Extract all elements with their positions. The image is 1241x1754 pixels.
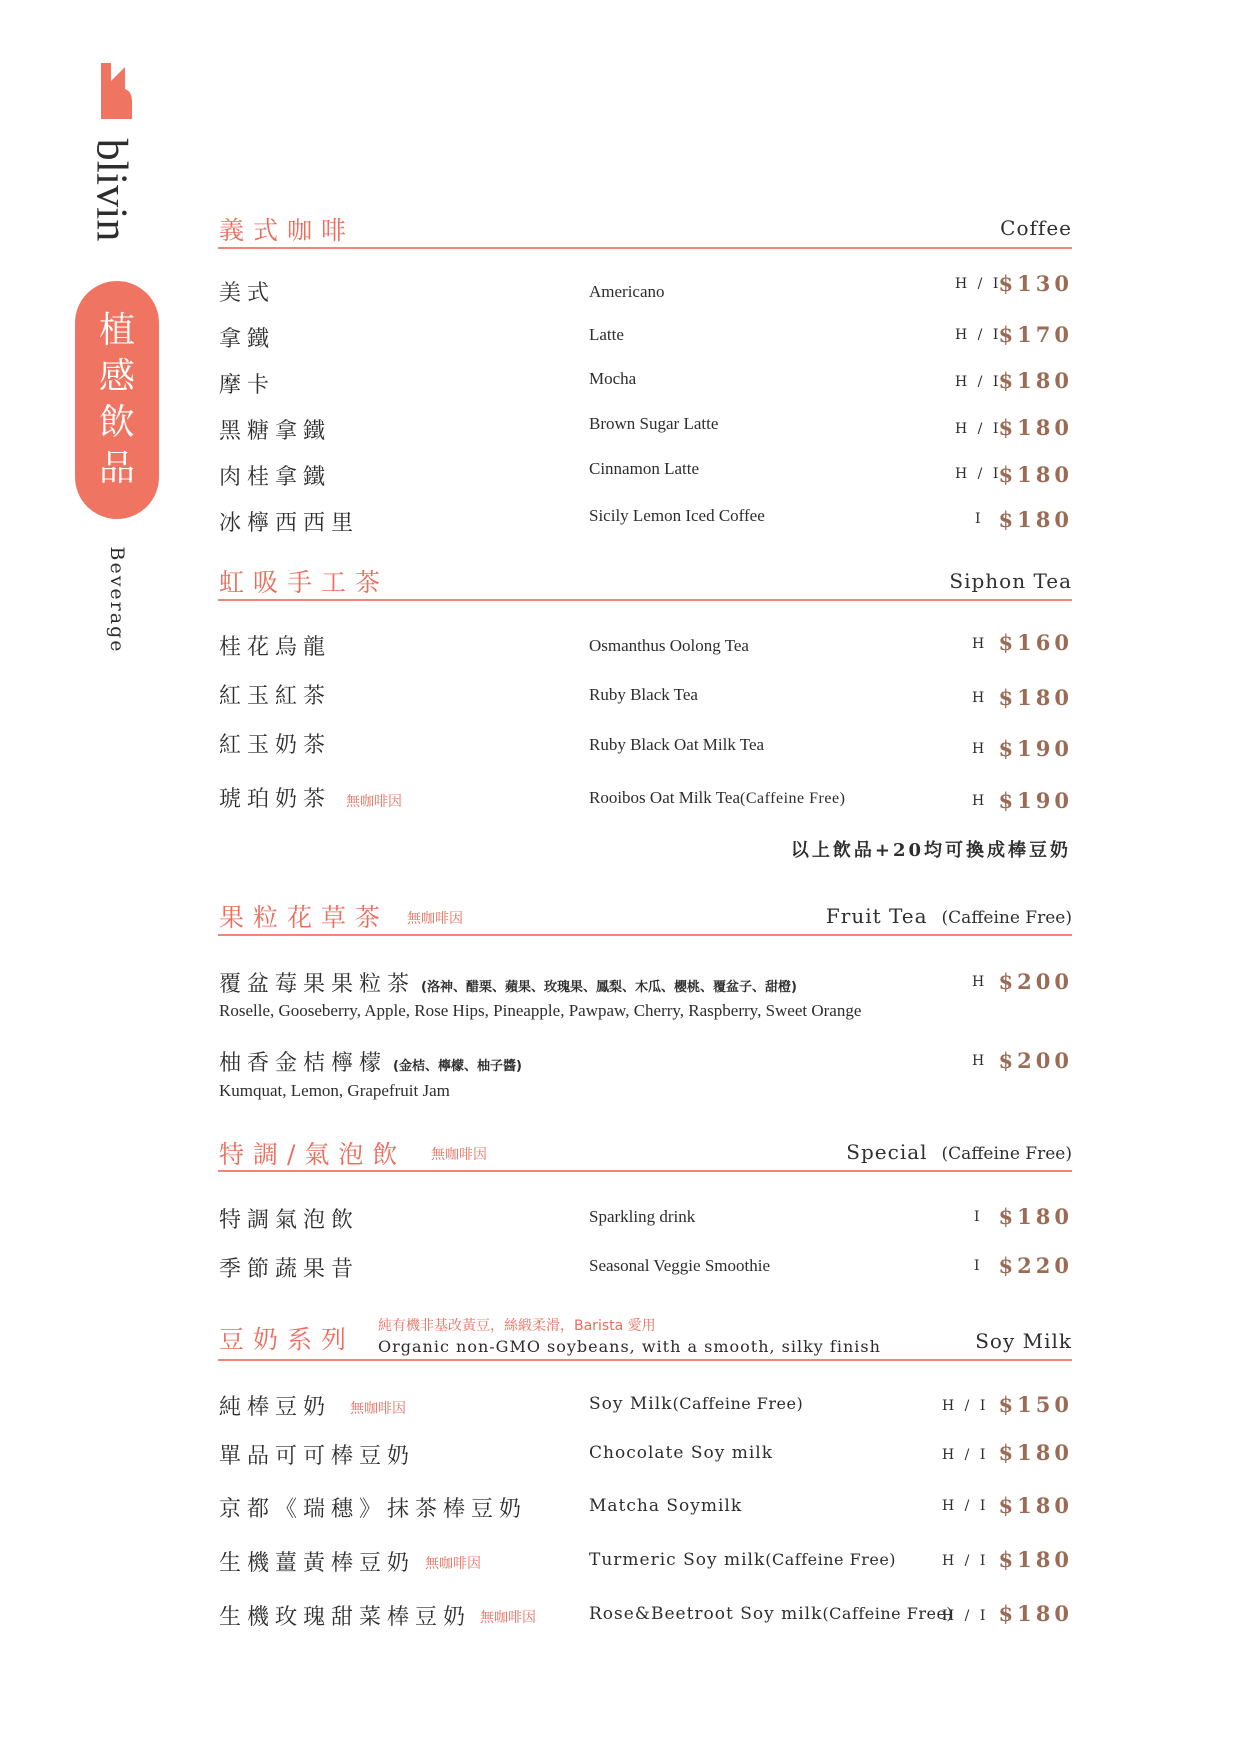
item-name-zh [219, 1046, 522, 1077]
item-name-en: Matcha Soymilk [589, 1496, 743, 1516]
item-name-en [589, 1604, 953, 1624]
temp-option: H / I [942, 1553, 989, 1569]
category-badge [75, 281, 159, 519]
item-price: $220 [998, 1253, 1073, 1278]
siphon-title-zh: 虹吸手工茶 [219, 568, 390, 597]
item-price: $180 [998, 685, 1073, 710]
temp-option: H / I [942, 1447, 989, 1463]
item-name-en [589, 1550, 896, 1570]
temp-option: H [972, 974, 988, 990]
temp-option: H [972, 1053, 988, 1069]
caffeine-free-note: (Caffeine Free) [822, 1604, 954, 1623]
fruit-divider [218, 934, 1072, 936]
special-divider [218, 1170, 1072, 1172]
category-english: Beverage [106, 546, 128, 654]
item-price: $180 [998, 1204, 1073, 1229]
temp-option: H / I [955, 466, 1002, 482]
temp-option: H [972, 690, 988, 706]
temp-option: H / I [955, 327, 1002, 343]
temp-option: H / I [942, 1498, 989, 1514]
caffeine-free-tag: 無咖啡因 [350, 1401, 406, 1417]
item-price: $180 [998, 1601, 1073, 1626]
item-name-en: Latte [589, 325, 624, 344]
caffeine-free-tag: 無咖啡因 [425, 1556, 481, 1572]
fruit-title-zh: 果粒花草茶 [219, 903, 390, 932]
item-name-en: Sicily Lemon Iced Coffee [589, 506, 765, 525]
item-name-zh: 美式 [219, 281, 276, 306]
item-name-en: Roselle, Gooseberry, Apple, Rose Hips, Pineapple, Pawpaw, Cherry, Raspberry, Sweet Orange [219, 1001, 862, 1020]
item-name-zh: 京都《瑞穗》抹茶棒豆奶 [219, 1497, 528, 1522]
caffeine-free-tag: 無咖啡因 [431, 1147, 487, 1163]
soy-swap-note: 以上飲品+20均可換成棒豆奶 [790, 840, 1071, 861]
temp-option: H [972, 793, 988, 809]
caffeine-free-note: (Caffeine Free) [740, 790, 846, 807]
item-name-en: Americano [589, 282, 665, 301]
item-name-en: Seasonal Veggie Smoothie [589, 1256, 770, 1275]
item-name-en: Chocolate Soy milk [589, 1443, 773, 1463]
caffeine-free-tag: 無咖啡因 [480, 1610, 536, 1626]
item-name-zh: 單品可可棒豆奶 [219, 1444, 416, 1469]
item-name-zh: 黑糖拿鐵 [219, 419, 332, 444]
temp-option: H / I [942, 1608, 989, 1624]
item-name-zh: 桂花烏龍 [219, 635, 332, 660]
item-price: $150 [998, 1392, 1073, 1417]
category-char: 植 [98, 310, 135, 351]
item-name-en: Ruby Black Tea [589, 685, 698, 704]
temp-option: H / I [955, 276, 1002, 292]
temp-option: I [974, 1209, 983, 1225]
item-name-zh: 冰檸西西里 [219, 511, 360, 536]
item-name-zh-text: 柚香金桔檸檬 [219, 1051, 388, 1076]
caffeine-free-note: (Caffeine Free) [672, 1394, 804, 1413]
item-name-zh-text: 覆盆莓果果粒茶 [219, 972, 416, 997]
item-name-en: Ruby Black Oat Milk Tea [589, 735, 765, 754]
item-name-en: Osmanthus Oolong Tea [589, 636, 749, 655]
soy-divider [218, 1359, 1072, 1361]
soy-desc-en: Organic non-GMO soybeans, with a smooth, silky finish [378, 1337, 881, 1356]
item-name-en-text: Rooibos Oat Milk Tea [589, 788, 741, 807]
item-price: $200 [998, 1048, 1073, 1073]
caffeine-free-note: (Caffeine Free) [941, 908, 1072, 928]
item-name-zh: 純棒豆奶 [219, 1395, 332, 1420]
item-price: $130 [998, 271, 1073, 296]
temp-option: H / I [955, 374, 1002, 390]
caffeine-free-note: (Caffeine Free) [941, 1144, 1072, 1164]
coffee-title-zh: 義式咖啡 [219, 216, 356, 245]
category-char: 感 [98, 356, 135, 397]
special-title-en-text: Special [846, 1140, 928, 1164]
brand-logo-icon [101, 63, 132, 119]
soy-title-zh: 豆奶系列 [219, 1325, 356, 1354]
special-title-zh: 特調/氣泡飲 [219, 1140, 407, 1169]
item-price: $160 [998, 630, 1073, 655]
fruit-title-en-text: Fruit Tea [825, 904, 928, 928]
item-name-zh: 生機薑黃棒豆奶 [219, 1551, 416, 1576]
item-name-zh: 琥珀奶茶 [219, 787, 332, 812]
siphon-divider [218, 599, 1072, 601]
category-char: 飲 [98, 402, 135, 443]
temp-option: H [972, 741, 988, 757]
caffeine-free-tag: 無咖啡因 [407, 911, 463, 927]
item-name-en: Sparkling drink [589, 1207, 696, 1226]
item-name-zh: 摩卡 [219, 373, 276, 398]
temp-option: H / I [942, 1398, 989, 1414]
item-name-zh: 肉桂拿鐵 [219, 465, 332, 490]
item-name-zh [219, 967, 797, 998]
item-price: $180 [998, 1493, 1073, 1518]
item-price: $180 [998, 1440, 1073, 1465]
caffeine-free-note: (Caffeine Free) [765, 1550, 897, 1569]
temp-option: H / I [955, 421, 1002, 437]
item-price: $180 [998, 462, 1073, 487]
item-name-en-text: Rose&Beetroot Soy milk [589, 1604, 823, 1624]
temp-option: I [975, 511, 984, 527]
item-price: $170 [998, 322, 1073, 347]
ingredients: (洛神、醋栗、蘋果、玫瑰果、鳳梨、木瓜、櫻桃、覆盆子、甜橙) [421, 980, 797, 995]
siphon-title-en: Siphon Tea [949, 569, 1072, 593]
item-name-en: Mocha [589, 369, 637, 388]
item-price: $200 [998, 969, 1073, 994]
brand-name: blivin [87, 138, 137, 242]
item-name-en [589, 1394, 803, 1414]
item-name-zh: 生機玫瑰甜菜棒豆奶 [219, 1605, 472, 1630]
temp-option: H [972, 636, 988, 652]
item-name-en-text: Soy Milk [589, 1394, 673, 1414]
item-name-en: Cinnamon Latte [589, 459, 700, 478]
coffee-divider [218, 247, 1072, 249]
item-name-en: Brown Sugar Latte [589, 414, 719, 433]
item-price: $190 [998, 788, 1073, 813]
soy-desc-zh: 純有機非基改黃豆，絲緞柔滑，Barista 愛用 [378, 1318, 656, 1334]
item-name-zh: 特調氣泡飲 [219, 1208, 360, 1233]
soy-title-en: Soy Milk [975, 1329, 1072, 1353]
item-price: $180 [998, 507, 1073, 532]
category-char: 品 [98, 448, 135, 489]
item-name-zh: 季節蔬果昔 [219, 1257, 360, 1282]
item-price: $180 [998, 368, 1073, 393]
item-name-en: Kumquat, Lemon, Grapefruit Jam [219, 1081, 450, 1100]
coffee-title-en: Coffee [1000, 216, 1072, 240]
fruit-title-en [826, 904, 1072, 928]
special-title-en [846, 1140, 1072, 1164]
caffeine-free-tag: 無咖啡因 [346, 794, 402, 810]
temp-option: I [974, 1258, 983, 1274]
item-price: $190 [998, 736, 1073, 761]
item-price: $180 [998, 415, 1073, 440]
item-name-en-text: Turmeric Soy milk [589, 1550, 766, 1570]
ingredients: (金桔、檸檬、柚子醬) [393, 1059, 522, 1074]
item-name-zh: 紅玉紅茶 [219, 684, 332, 709]
item-name-en [589, 788, 845, 808]
item-name-zh: 紅玉奶茶 [219, 733, 332, 758]
item-price: $180 [998, 1547, 1073, 1572]
item-name-zh: 拿鐵 [219, 327, 276, 352]
